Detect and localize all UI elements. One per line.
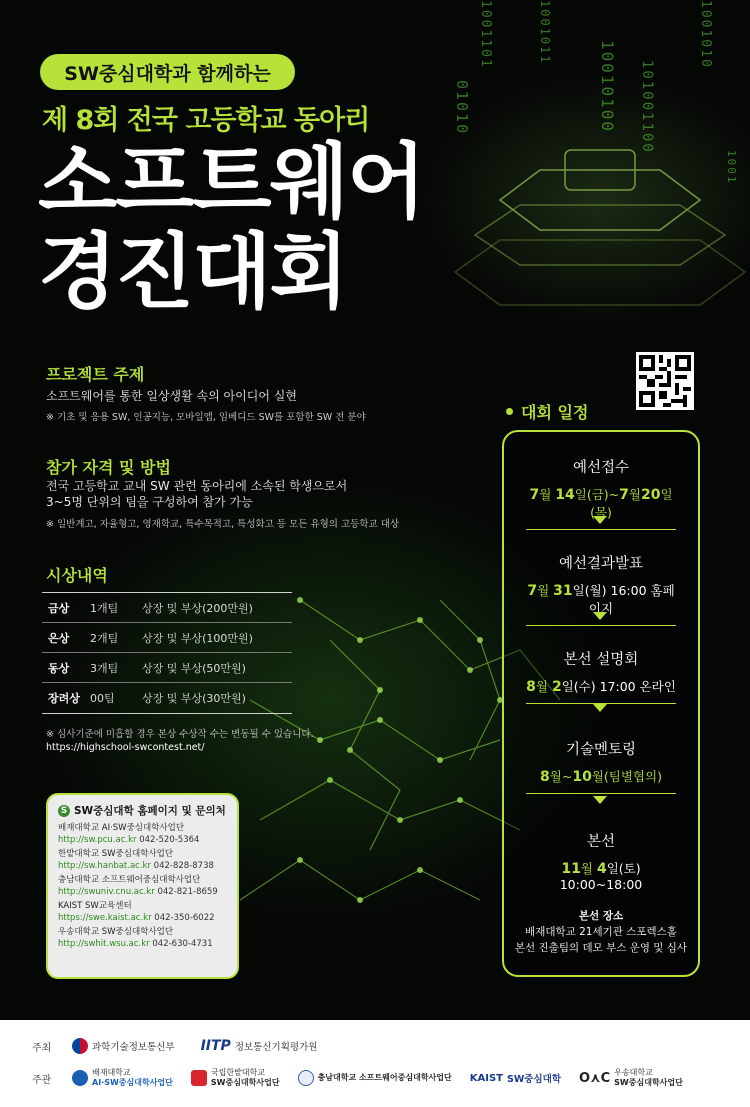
org-line1: 충남대학교 소프트웨어중심대학사업단 — [317, 1073, 452, 1082]
award-rank: 은상 — [48, 631, 70, 645]
contact-url-link[interactable]: http://swuniv.cnu.ac.kr — [58, 887, 155, 897]
project-heading: 프로젝트 주제 — [46, 365, 145, 384]
project-note: ※ 기초 및 응용 SW, 인공지능, 모바일앱, 임베디드 SW를 포함한 SW 전 분야 — [46, 412, 366, 423]
matrix-column: 1001 — [725, 150, 738, 185]
contact-phone: 042-350-6022 — [154, 913, 215, 923]
award-prize: 상장 및 부상(100만원) — [142, 631, 253, 645]
org-line2: AI·SW중심대학사업단 — [92, 1078, 173, 1087]
matrix-column: 01010 — [453, 80, 471, 136]
contact-name: 한밭대학교 SW중심대학사업단 — [58, 849, 174, 859]
host-label: 주최 — [32, 1042, 52, 1054]
organizer-org — [298, 1070, 452, 1086]
contact-heading-text: SW중심대학 홈페이지 및 문의처 — [74, 805, 226, 817]
list-item — [58, 900, 227, 924]
awards-table — [42, 592, 292, 714]
table-row — [42, 653, 292, 683]
list-item — [58, 926, 227, 950]
arrow-down-icon — [593, 704, 607, 712]
eligibility-note: ※ 일반계고, 자율형고, 영재학교, 특수목적고, 특성화고 등 모든 유형의 고등학교 대상 — [46, 519, 400, 530]
host-row — [32, 1038, 343, 1054]
contact-url-link[interactable]: https://swe.kaist.ac.kr — [58, 913, 152, 923]
schedule-date: 8월 2일(수) 17:00 온라인 — [526, 677, 676, 704]
eligibility-line2: 3~5명 단위의 팀을 구성하여 참가 가능 — [46, 495, 253, 509]
award-teams: 3개팀 — [90, 661, 119, 675]
table-row — [42, 683, 292, 713]
contact-url-link[interactable]: http://sw.hanbat.ac.kr — [58, 861, 151, 871]
kaist-logo: KAIST — [469, 1072, 503, 1084]
award-prize: 상장 및 부상(30만원) — [142, 692, 246, 705]
schedule-date: 8월~10월(팀별협의) — [526, 767, 676, 794]
award-prize: 상장 및 부상(50만원) — [142, 661, 246, 675]
organizer-org — [470, 1071, 561, 1085]
schedule-heading-text: 대회 일정 — [521, 403, 589, 422]
venue-info — [504, 908, 698, 956]
event-subtitle: 제 8회 전국 고등학교 동아리 — [42, 105, 370, 136]
schedule-item — [504, 830, 698, 900]
contact-name: 충남대학교 소프트웨어중심대학사업단 — [58, 875, 201, 885]
venue-heading: 본선 장소 — [578, 910, 624, 922]
schedule-title: 기술멘토링 — [565, 742, 637, 758]
award-rank: 금상 — [48, 601, 70, 615]
taegeuk-logo-icon — [72, 1038, 88, 1054]
contact-name: 배재대학교 AI·SW중심대학사업단 — [58, 823, 185, 833]
schedule-heading — [506, 400, 588, 423]
contact-url-link[interactable]: http://sw.pcu.ac.kr — [58, 835, 137, 845]
schedule-title: 예선접수 — [572, 460, 630, 476]
org-line2: SW중심대학 — [506, 1074, 562, 1085]
organizer-org — [72, 1068, 173, 1088]
footer — [0, 1020, 750, 1107]
schedule-item — [504, 738, 698, 794]
contact-url-link[interactable]: http://swhit.wsu.ac.kr — [58, 939, 150, 949]
project-text: 소프트웨어를 통한 일상생활 속의 아이디어 실현 — [46, 389, 297, 403]
venue-line1: 배재대학교 21세기관 스포렉스홀 — [525, 926, 677, 938]
matrix-column: 1001010 — [698, 0, 713, 69]
schedule-title: 본선 — [586, 834, 615, 850]
venue-line2: 본선 진출팀의 데모 부스 운영 및 심사 — [514, 942, 688, 954]
sw-logo-icon: S — [58, 805, 70, 817]
matrix-column: 1001011 — [538, 0, 552, 65]
table-row — [42, 623, 292, 653]
matrix-column: 1001101 — [478, 0, 493, 69]
list-item — [58, 848, 227, 872]
eligibility-heading: 참가 자격 및 방법 — [46, 458, 171, 477]
awards-note: ※ 심사기준에 미흡할 경우 본상 수상작 수는 변동될 수 있습니다. — [46, 729, 314, 740]
page-title-line1: 소프트웨어 — [38, 135, 425, 230]
schedule-date: 7월 14일(금)~7월20일(목) — [526, 485, 676, 530]
hanbat-logo-icon — [191, 1070, 207, 1086]
org-line1: 배재대학교 — [92, 1068, 131, 1077]
contact-phone: 042-828-8738 — [153, 861, 214, 871]
schedule-title: 예선결과발표 — [558, 556, 644, 572]
matrix-column: 101001100 — [639, 60, 655, 154]
contact-phone: 042-821-8659 — [157, 887, 218, 897]
award-teams: 2개팀 — [90, 631, 119, 645]
organizer-org — [191, 1068, 280, 1088]
contact-heading — [58, 803, 227, 818]
contact-name: KAIST SW교육센터 — [58, 901, 132, 911]
wsu-logo-icon: O⋏C — [579, 1070, 611, 1086]
organizer-org — [579, 1068, 683, 1088]
contact-phone: 042-520-5364 — [139, 835, 200, 845]
arrow-down-icon — [593, 612, 607, 620]
event-badge: SW중심대학과 함께하는 — [40, 54, 295, 90]
award-teams: 1개팀 — [90, 601, 119, 615]
table-row — [42, 593, 292, 623]
qr-code-icon[interactable] — [636, 352, 694, 410]
host-name: 과학기술정보통신부 — [92, 1042, 175, 1053]
award-teams: 00팀 — [90, 692, 115, 705]
awards-heading: 시상내역 — [46, 566, 108, 585]
schedule-date: 7월 31일(월) 16:00 홈페이지 — [526, 581, 676, 626]
page-title-line2: 경진대회 — [38, 225, 347, 320]
schedule-title: 본선 설명회 — [563, 652, 639, 668]
contest-url-link[interactable]: https://highschool-swcontest.net/ — [46, 742, 205, 753]
org-line1: 우송대학교 — [614, 1068, 653, 1077]
award-rank: 동상 — [48, 661, 70, 675]
matrix-column: 10010100 — [598, 40, 617, 134]
schedule-box — [502, 430, 700, 977]
list-item — [58, 874, 227, 898]
cnu-logo-icon — [298, 1070, 314, 1086]
eligibility-line1: 전국 고등학교 교내 SW 관련 동아리에 소속된 학생으로서 — [46, 479, 348, 493]
schedule-date: 11월 4일(토) 10:00~18:00 — [559, 861, 643, 892]
org-line2: SW중심대학사업단 — [614, 1078, 683, 1087]
host-sub: 정보통신기획평가원 — [234, 1042, 318, 1053]
org-line2: SW중심대학사업단 — [210, 1078, 280, 1087]
org-line1: 국립한밭대학교 — [210, 1068, 265, 1077]
award-prize: 상장 및 부상(200만원) — [142, 601, 253, 615]
pcu-logo-icon — [72, 1070, 88, 1086]
host-org — [201, 1038, 318, 1054]
arrow-down-icon — [593, 796, 607, 804]
contact-phone: 042-630-4731 — [152, 939, 213, 949]
host-org — [72, 1038, 175, 1054]
award-rank: 장려상 — [48, 692, 80, 705]
list-item — [58, 822, 227, 846]
contact-name: 우송대학교 SW중심대학사업단 — [58, 927, 174, 937]
organizer-label: 주관 — [32, 1074, 52, 1086]
contact-box — [46, 793, 239, 979]
arrow-down-icon — [593, 516, 607, 524]
iitp-logo: IITP — [200, 1038, 231, 1054]
bullet-icon — [506, 408, 513, 415]
schedule-item — [504, 648, 698, 704]
organizer-row — [32, 1068, 683, 1088]
